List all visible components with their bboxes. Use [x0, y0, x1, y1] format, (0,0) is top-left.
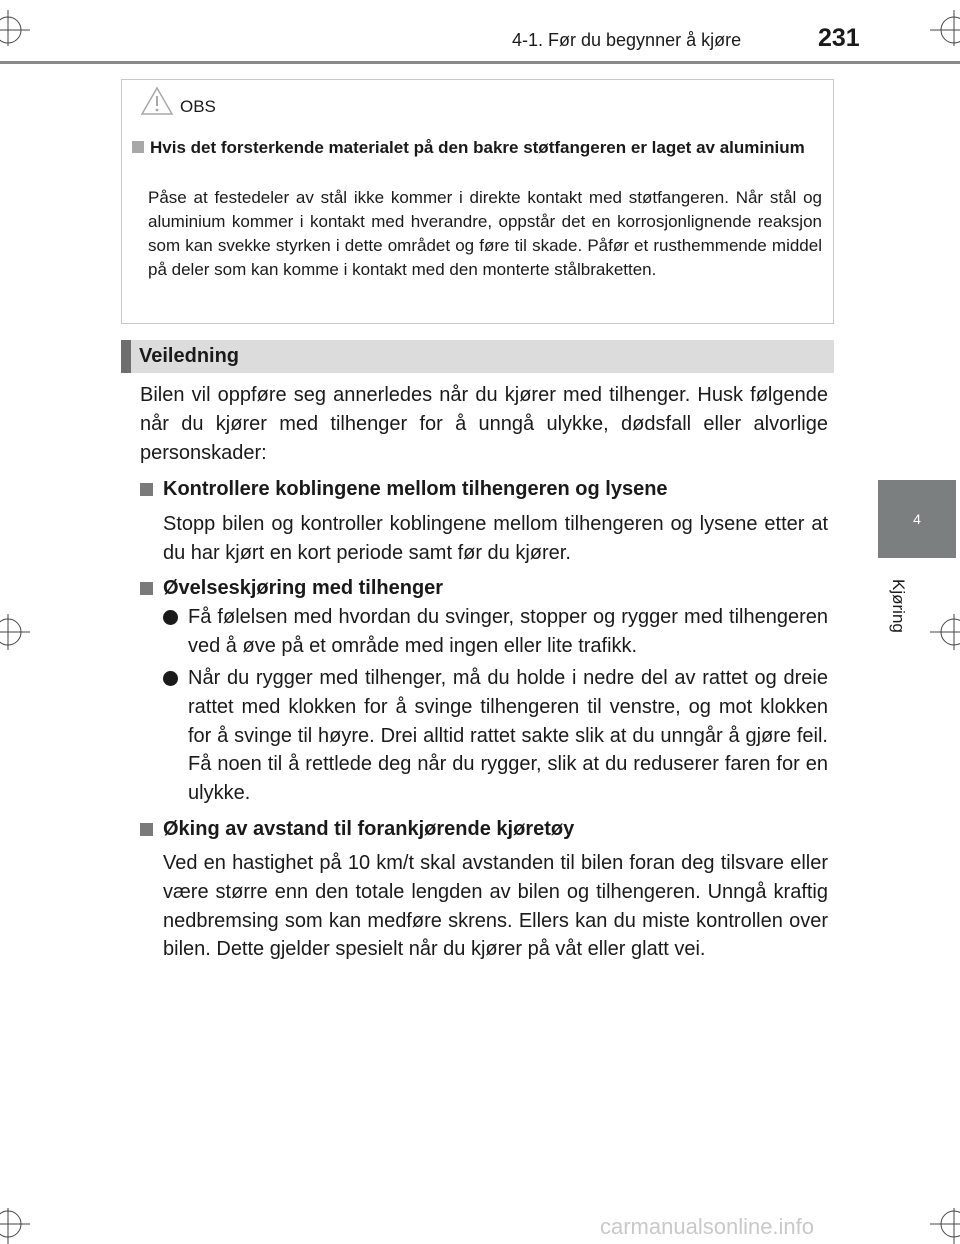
square-bullet-icon [140, 582, 153, 595]
subheading-practice [140, 574, 828, 602]
header-rule [0, 61, 960, 64]
square-bullet-icon [140, 823, 153, 836]
list-item-text: Få følelsen med hvordan du svinger, stopper og rygger med tilhengeren ved å øve på et område med ingen eller lite trafikk. [188, 606, 828, 657]
section-heading-accent [121, 340, 131, 373]
subheading-connections [140, 475, 828, 503]
caution-body-text: Påse at festedeler av stål ikke kommer i direkte kontakt med støtfangeren. Når stål og aluminium kommer i kontakt med hverandre, oppstår det en korrosjonlignende reaksjon som kan svekke styrken i dette området og føre til skade. Påfør et rusthemmende middel på deler som kan komme i kontakt med den monterte stålbraketten. [148, 188, 822, 279]
caution-body [148, 186, 822, 282]
crop-mark-bottom-right [920, 1204, 960, 1244]
chapter-tab [878, 480, 956, 558]
list-item [163, 664, 828, 808]
caution-header [140, 86, 216, 121]
paragraph-connections: Stopp bilen og kontroller koblingene mellom tilhengeren og lysene etter at du har kjørt en kort periode samt før du kjører. [163, 513, 828, 564]
subheading-distance [140, 815, 828, 843]
round-bullet-icon [163, 610, 178, 625]
page-number: 231 [818, 24, 860, 52]
square-bullet-icon [132, 141, 144, 153]
section-intro: Bilen vil oppføre seg annerledes når du kjører med tilhenger. Husk følgende når du kjører med tilhenger for å unngå ulykke, dødsfall eller alvorlige personskader: [140, 384, 828, 464]
crop-mark-middle-left [0, 612, 40, 652]
crop-mark-middle-right [920, 612, 960, 652]
round-bullet-icon [163, 671, 178, 686]
subheading-text: Kontrollere koblingene mellom tilhengeren og lysene [163, 478, 668, 500]
chapter-tab-number: 4 [913, 511, 921, 527]
subheading-text: Øking av avstand til forankjørende kjøretøy [163, 818, 575, 840]
watermark: carmanualsonline.info [600, 1214, 815, 1239]
header-section-title: 4-1. Før du begynner å kjøre [512, 30, 742, 50]
caution-label: OBS [180, 96, 216, 116]
section-heading [121, 340, 834, 373]
crop-mark-bottom-left [0, 1204, 40, 1244]
caution-title [132, 136, 828, 159]
warning-triangle-icon [140, 86, 174, 121]
caution-box [121, 79, 834, 324]
chapter-tab-label: Kjøring [889, 579, 908, 633]
list-item-text: Når du rygger med tilhenger, må du holde i nedre del av rattet og dreie rattet med klokken for å svinge tilhengeren til venstre, og mot klokken for å svinge til høyre. Drei alltid rattet sakte slik at du unngår å gjøre feil. Få noen til å rettlede deg når du rygger, slik at du reduserer faren for en ulykke. [188, 667, 828, 805]
section-heading-title: Veiledning [139, 345, 240, 367]
caution-title-text: Hvis det forsterkende materialet på den bakre støtfangeren er laget av aluminium [150, 138, 805, 157]
crop-mark-top-left [0, 10, 40, 50]
list-item [163, 603, 828, 661]
crop-mark-top-right [920, 10, 960, 50]
square-bullet-icon [140, 483, 153, 496]
subheading-text: Øvelseskjøring med tilhenger [163, 577, 444, 599]
paragraph-distance: Ved en hastighet på 10 km/t skal avstanden til bilen foran deg tilsvare eller være større enn den totale lengden av bilen og tilhengeren. Unngå kraftig nedbremsing som kan medføre skrens. Ellers kan du miste kontrollen over bilen. Dette gjelder spesielt når du kjører på våt eller glatt vei. [163, 852, 828, 961]
